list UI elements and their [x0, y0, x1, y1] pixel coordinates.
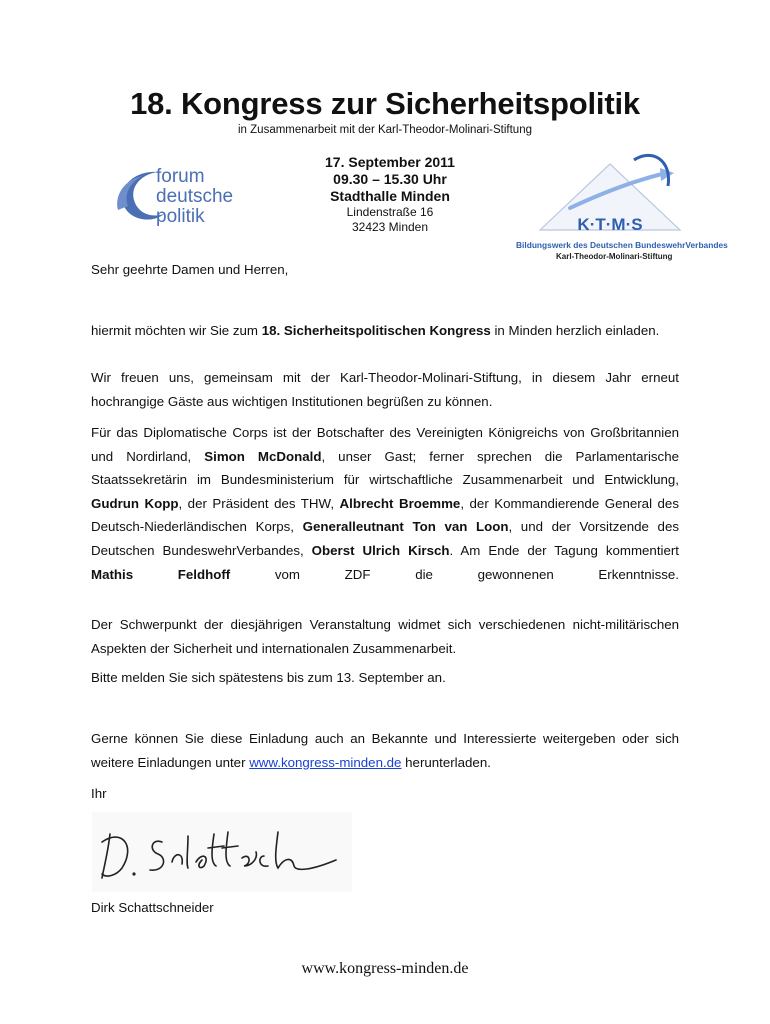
event-venue: Stadthalle Minden: [330, 188, 450, 204]
logo-forum-word: forum: [156, 166, 205, 187]
website-link[interactable]: www.kongress-minden.de: [249, 754, 402, 770]
speaker-name: Generalleutnant Ton van Loon: [302, 519, 509, 535]
closing: Ihr: [91, 786, 107, 801]
paragraph-speakers: Für das Diplomatische Corps ist der Botschafter des Vereinigten Königreichs von Großbritannien und Nordirland, Simon McDonald, unser Gast; ferner sprechen die Parlamentarische Staatssekretärin im Bundesministerium für wirtschaftliche Zusammenarbeit und Entwicklung, Gudrun Kopp, der Präsident des THW, Albrecht Broemme, der Kommandierende General des Deutsch-Niederländischen Korps, Generalleutnant Ton van Loon, und der Vorsitzende des Deutschen BundeswehrVerbandes, Oberst Ulrich Kirsch. Am Ende der Tagung kommentiert Mathis Feldhoff vom ZDF die gewonnenen Erkenntnisse.: [91, 425, 679, 582]
paragraph-share: Gerne können Sie diese Einladung auch an Bekannte und Interessierte weitergeben oder sich weitere Einladungen unter www.kongress-minden.de herunterladen.: [91, 731, 679, 770]
event-details: [300, 154, 480, 235]
logo-politik-word: politik: [156, 206, 205, 227]
paragraph-registration: Bitte melden Sie sich spätestens bis zum 13. September an.: [91, 670, 446, 685]
paragraph-focus: Der Schwerpunkt der diesjährigen Veranstaltung widmet sich verschiedenen nicht-militärischen Aspekten der Sicherheit und internationalen Zusammenarbeit.: [91, 617, 679, 656]
forum-deutsche-politik-logo: [112, 160, 262, 230]
signer-name: Dirk Schattschneider: [91, 900, 214, 915]
congress-name: 18. Sicherheitspolitischen Kongress: [261, 323, 491, 338]
logo-deutsche-word: deutsche: [156, 186, 234, 207]
footer-url: www.kongress-minden.de: [301, 960, 469, 977]
ktms-letters: K·T·M·S: [577, 215, 643, 234]
paragraph-invitation: hiermit möchten wir Sie zum 18. Sicherheitspolitischen Kongress in Minden herzlich einladen.: [91, 323, 660, 338]
event-street: Lindenstraße 16: [346, 205, 434, 219]
salutation: Sehr geehrte Damen und Herren,: [91, 262, 289, 277]
event-date: 17. September 2011: [325, 154, 455, 170]
speaker-name: Albrecht Broemme: [339, 495, 461, 511]
ktms-logo: [512, 146, 732, 266]
speaker-name: Mathis Feldhoff: [91, 566, 231, 582]
ktms-subtagline: Karl-Theodor-Molinari-Stiftung: [556, 252, 673, 261]
ktms-tagline: Bildungswerk des Deutschen BundeswehrVerbandes: [516, 240, 728, 250]
speaker-name: Simon McDonald: [204, 448, 322, 464]
event-city: 32423 Minden: [351, 220, 429, 234]
speaker-name: Oberst Ulrich Kirsch: [311, 542, 450, 558]
paragraph-guests-intro: Wir freuen uns, gemeinsam mit der Karl-Theodor-Molinari-Stiftung, in diesem Jahr erneut hochrangige Gäste aus wichtigen Institutionen begrüßen zu können.: [91, 370, 679, 409]
page-subtitle: in Zusammenarbeit mit der Karl-Theodor-Molinari-Stiftung: [238, 124, 532, 136]
speaker-name: Gudrun Kopp: [91, 495, 179, 511]
page-title: 18. Kongress zur Sicherheitspolitik: [130, 86, 640, 121]
event-time: 09.30 – 15.30 Uhr: [333, 171, 447, 187]
handwritten-signature: [92, 812, 352, 892]
